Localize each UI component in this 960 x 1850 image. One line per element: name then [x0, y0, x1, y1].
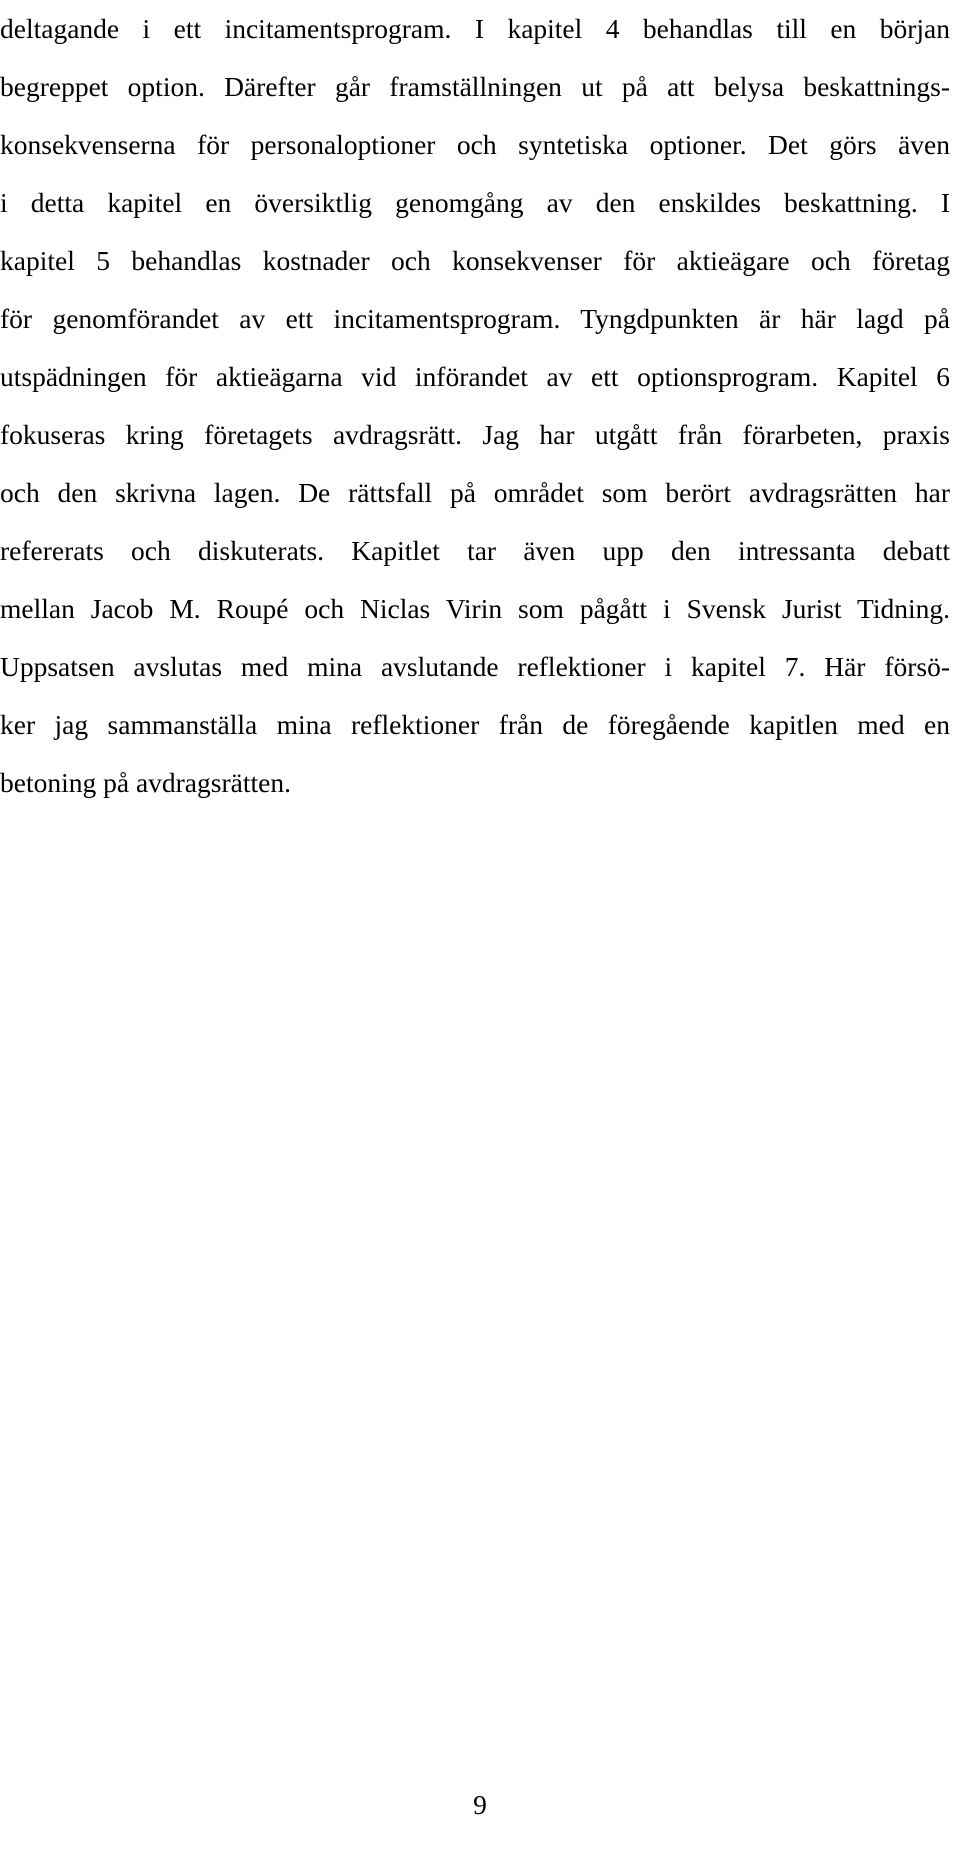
paragraph-line-last: betoning på avdragsrätten.	[0, 767, 291, 798]
paragraph-line: fokuseras kring företagets avdragsrätt. Jag har utgått från förarbeten, praxis	[0, 419, 950, 450]
paragraph-line: ker jag sammanställa mina reflektioner från de föregående kapitlen med en	[0, 709, 950, 740]
paragraph-line: utspädningen för aktieägarna vid införandet av ett optionsprogram. Kapitel 6	[0, 361, 950, 392]
paragraph-line: kapitel 5 behandlas kostnader och konsekvenser för aktieägare och företag	[0, 245, 950, 276]
page-number: 9	[473, 1789, 487, 1820]
paragraph-line: deltagande i ett incitamentsprogram. I kapitel 4 behandlas till en början	[0, 13, 950, 44]
paragraph-line: Uppsatsen avslutas med mina avslutande reflektioner i kapitel 7. Här försö-	[0, 651, 950, 682]
paragraph-line: refererats och diskuterats. Kapitlet tar även upp den intressanta debatt	[0, 535, 950, 566]
paragraph-line: för genomförandet av ett incitamentsprogram. Tyngdpunkten är här lagd på	[0, 303, 950, 334]
paragraph-line: mellan Jacob M. Roupé och Niclas Virin som pågått i Svensk Jurist Tidning.	[0, 593, 950, 624]
body-paragraph	[0, 0, 958, 812]
paragraph-line: konsekvenserna för personaloptioner och syntetiska optioner. Det görs även	[0, 129, 950, 160]
paragraph-line: och den skrivna lagen. De rättsfall på området som berört avdragsrätten har	[0, 477, 950, 508]
paragraph-line: i detta kapitel en översiktlig genomgång av den enskildes beskattning. I	[0, 187, 950, 218]
paragraph-line: begreppet option. Därefter går framställningen ut på att belysa beskattnings-	[0, 71, 950, 102]
